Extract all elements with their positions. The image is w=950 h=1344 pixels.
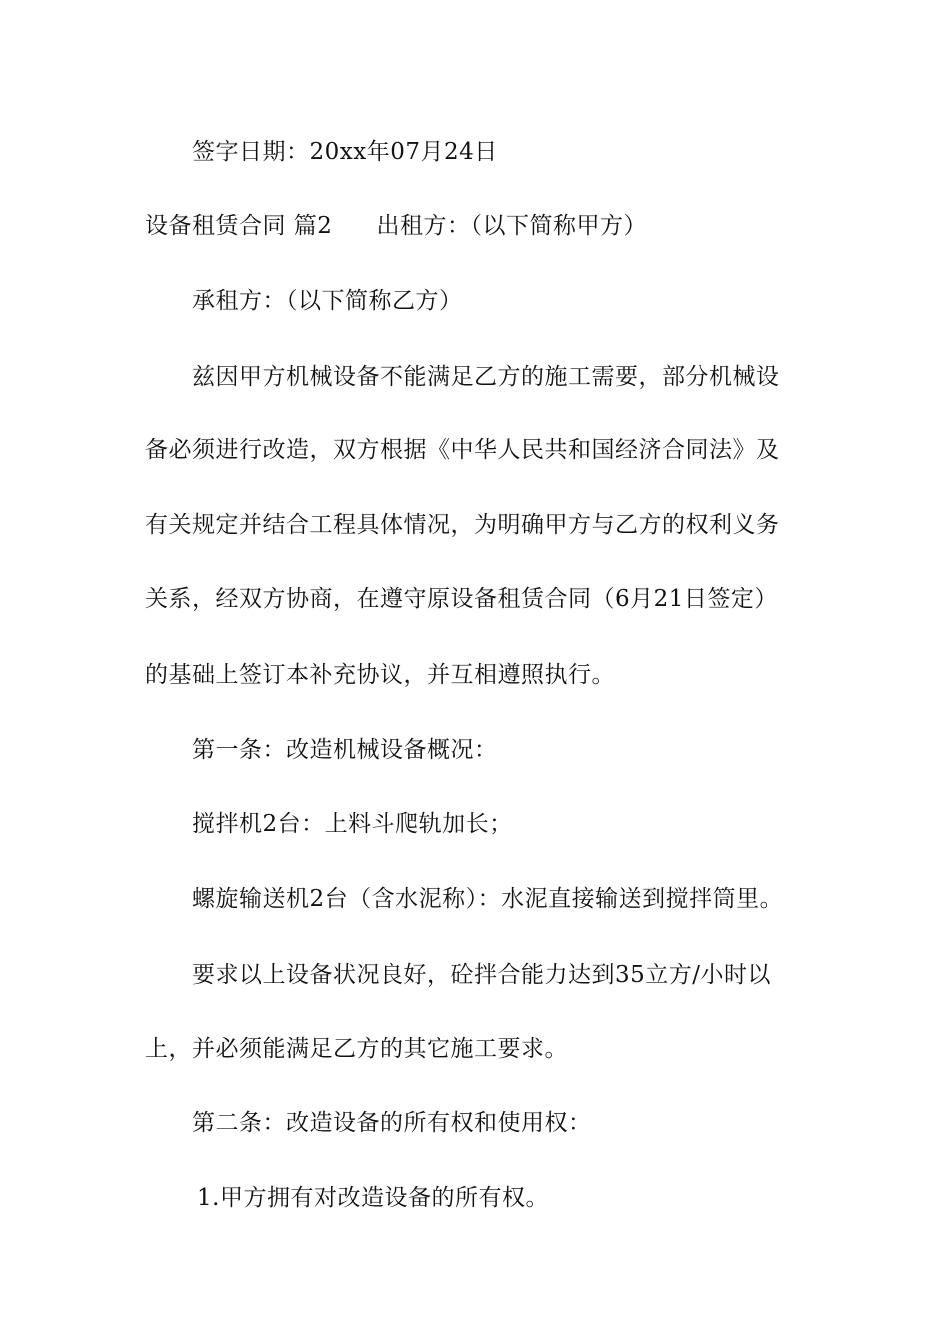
preamble-line-5: 的基础上签订本补充协议，并互相遵照执行。 — [145, 662, 615, 688]
requirement-line-2: 上，并必须能满足乙方的其它施工要求。 — [145, 1036, 568, 1062]
preamble-line-3: 有关规定并结合工程具体情况，为明确甲方与乙方的权利义务 — [145, 512, 780, 538]
article1-heading: 第一条：改造机械设备概况： — [192, 737, 498, 763]
lessee-line: 承租方：（以下简称乙方） — [192, 288, 463, 314]
preamble-line-4: 关系，经双方协商，在遵守原设备租赁合同（6月21日签定） — [145, 586, 778, 612]
article2-heading: 第二条：改造设备的所有权和使用权： — [192, 1110, 592, 1136]
preamble-line-1: 兹因甲方机械设备不能满足乙方的施工需要，部分机械设 — [192, 364, 780, 390]
article1-item1: 搅拌机2台：上料斗爬轨加长； — [192, 811, 513, 837]
article1-item2: 螺旋输送机2台（含水泥称）：水泥直接输送到搅拌筒里。 — [192, 886, 784, 912]
requirement-line-1: 要求以上设备状况良好，砼拌合能力达到35立方/小时以 — [192, 962, 772, 988]
sign-date: 签字日期：20xx年07月24日 — [192, 139, 498, 165]
title-line — [145, 211, 647, 241]
article2-item1: 1.甲方拥有对改造设备的所有权。 — [197, 1185, 549, 1211]
lessor-line: 出租方：（以下简称甲方） — [376, 213, 647, 239]
contract-title: 设备租赁合同 篇2 — [145, 213, 333, 239]
preamble-line-2: 备必须进行改造，双方根据《中华人民共和国经济合同法》及 — [145, 437, 780, 463]
